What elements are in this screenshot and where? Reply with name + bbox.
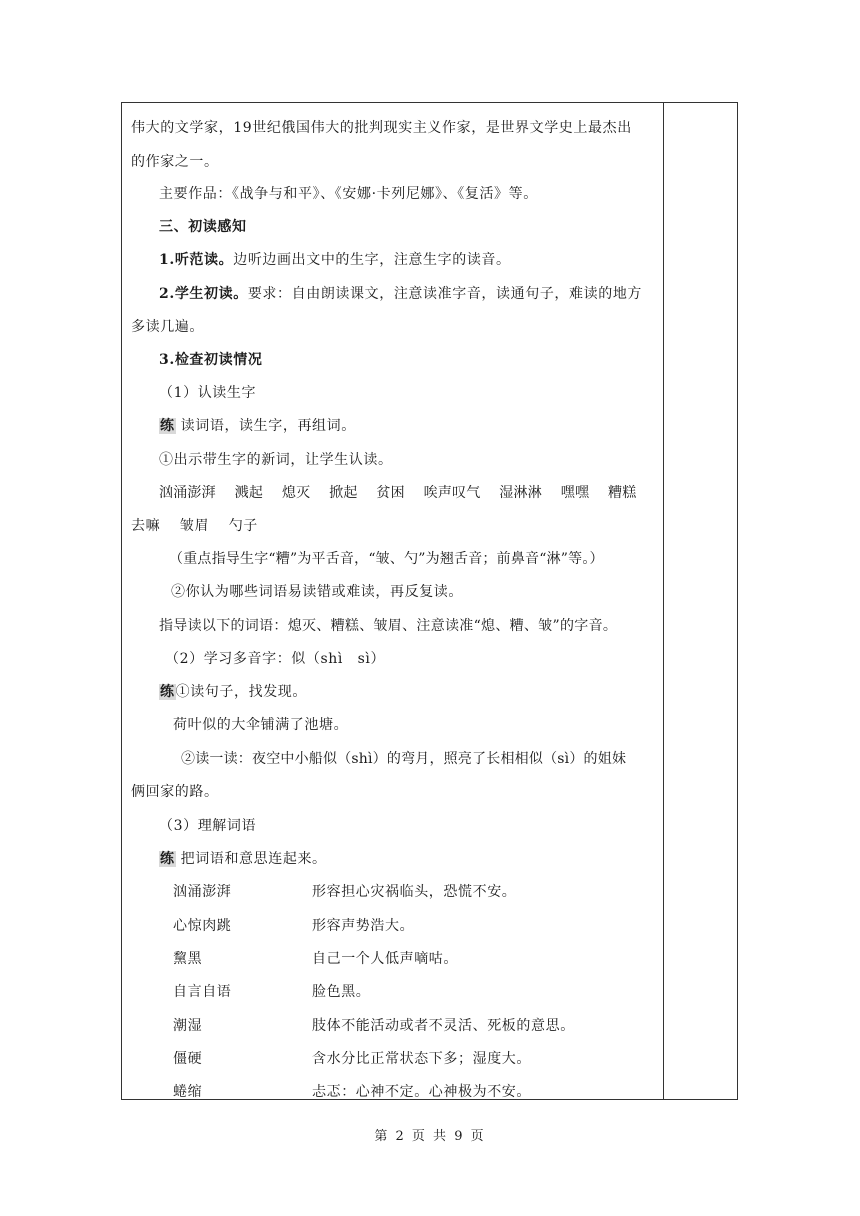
exercise-badge: 练 xyxy=(160,684,175,700)
text-line: ②你认为哪些词语易读错或难读，再反复读。 xyxy=(171,584,463,600)
text-line: 荷叶似的大伞铺满了池塘。 xyxy=(173,717,349,733)
match-word: 黧黑 xyxy=(173,951,203,967)
table-column-divider xyxy=(663,102,664,1100)
match-meaning: 忐忑：心神不定。心神极为不安。 xyxy=(312,1084,531,1100)
page-footer: 第 2 页 共 9 页 xyxy=(374,1129,486,1144)
step-title: 2.学生初读。 xyxy=(159,286,248,302)
step-line xyxy=(159,284,642,304)
text-line: 伟大的文学家，19世纪俄国伟大的批判现实主义作家，是世界文学史上最杰出 xyxy=(131,120,632,136)
text-line: ①出示带生字的新词，让学生认读。 xyxy=(159,452,393,468)
step-text: 边听边画出文中的生字，注意生字的读音。 xyxy=(233,252,511,268)
text-line: （重点指导生字“糟”为平舌音，“皱、勺”为翘舌音；前鼻音“淋”等。） xyxy=(169,551,604,567)
match-meaning: 肢体不能活动或者不灵活、死板的意思。 xyxy=(312,1018,575,1034)
step-title: 1.听范读。 xyxy=(159,252,234,268)
text-line: 的作家之一。 xyxy=(131,154,219,170)
exercise-text: 读词语，读生字，再组词。 xyxy=(175,418,356,434)
text-line: 俩回家的路。 xyxy=(131,784,219,800)
text-line: ②读一读：夜空中小船似（shì）的弯月，照亮了长相相似（sì）的姐妹 xyxy=(181,751,627,767)
exercise-text: ①读句子，找发现。 xyxy=(175,684,308,700)
word-list: 汹涌澎湃 溅起 熄灭 掀起 贫困 唉声叹气 湿淋淋 嘿嘿 糟糕 xyxy=(159,485,637,501)
works-line: 主要作品：《战争与和平》、《安娜·卡列尼娜》、《复活》等。 xyxy=(159,186,538,202)
match-meaning: 自己一个人低声嘀咕。 xyxy=(312,951,458,967)
sub-heading: （1）认读生字 xyxy=(159,385,257,401)
sub-heading: （3）理解词语 xyxy=(159,818,257,834)
sub-heading: （2）学习多音字：似（shì sì） xyxy=(165,651,386,667)
match-meaning: 形容声势浩大。 xyxy=(312,918,415,934)
exercise-badge: 练 xyxy=(160,851,175,867)
match-word: 心惊肉跳 xyxy=(173,918,232,934)
word-list: 去嘛 皱眉 勺子 xyxy=(131,518,258,534)
match-word: 潮湿 xyxy=(173,1018,203,1034)
exercise-text: 把词语和意思连起来。 xyxy=(175,851,327,867)
exercise-line xyxy=(159,682,307,702)
text-line: 多读几遍。 xyxy=(131,319,204,335)
exercise-line xyxy=(159,849,327,869)
step-heading: 3.检查初读情况 xyxy=(159,352,263,368)
section-heading: 三、初读感知 xyxy=(159,219,247,235)
match-meaning: 脸色黑。 xyxy=(312,984,371,1000)
step-text: 要求：自由朗读课文，注意读准字音，读通句子，难读的地方 xyxy=(247,286,643,302)
match-meaning: 形容担心灾祸临头，恐慌不安。 xyxy=(312,884,517,900)
match-word: 蜷缩 xyxy=(173,1084,203,1100)
exercise-badge: 练 xyxy=(160,418,175,434)
text-line: 指导读以下的词语：熄灭、糟糕、皱眉、注意读准“熄、糟、皱”的字音。 xyxy=(159,618,618,634)
match-word: 汹涌澎湃 xyxy=(173,884,232,900)
step-line xyxy=(159,250,511,270)
match-word: 自言自语 xyxy=(173,984,232,1000)
match-word: 僵硬 xyxy=(173,1051,203,1067)
match-meaning: 含水分比正常状态下多；湿度大。 xyxy=(312,1051,531,1067)
exercise-line xyxy=(159,416,356,436)
